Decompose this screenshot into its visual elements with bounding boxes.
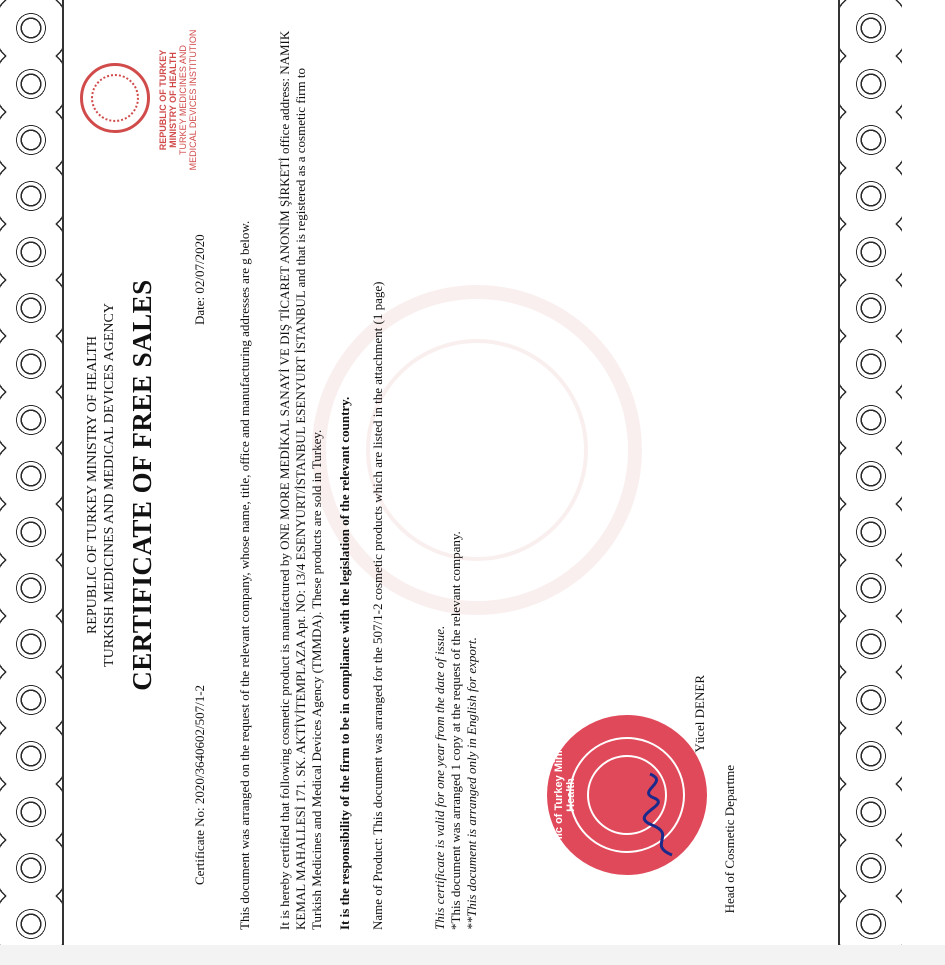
responsibility-paragraph: It is the responsibility of the firm to be in compliance with the legislation of the relevant country. xyxy=(337,396,352,930)
signatory-name: Yücel DENER xyxy=(692,675,707,753)
ministry-emblem-icon xyxy=(80,63,150,133)
certificate-number: Certificate No: 2020/3640602/507/1-2 xyxy=(192,684,207,885)
ornamental-border-left xyxy=(0,0,62,945)
signature-icon xyxy=(642,770,682,860)
language-note: **This document is arranged only in English for export. xyxy=(464,637,479,930)
border-rule-right xyxy=(838,0,840,945)
intro-paragraph: This document was arranged on the request of the relevant company, whose name, title, office and manufacturing addresses are g below. xyxy=(237,220,252,930)
border-rule-left xyxy=(62,0,64,945)
certificate-title: CERTIFICATE OF FREE SALES xyxy=(127,279,157,691)
certification-paragraph: It is hereby certified that following cosmetic product is manufactured by ONE MORE MEDİKAL SANAYİ VE DIŞ TİCARET ANONİM ŞİRKETİ office address: NAMIK KEMAL MAHALLESİ 171. SK. AKTİVİTEMPLAZA Apt. NO: 13/4 ESENYURT/İSTANBUL ESENYURT İSTANBUL and that is registered as a cosmetic firm to Turkish Medicines and Medical Devices Agency (TMMDA). These products are sold in Turkey. xyxy=(277,30,324,930)
ministry-logo xyxy=(80,25,200,175)
official-stamp-icon xyxy=(547,715,707,875)
ornamental-border-right xyxy=(840,0,902,945)
product-paragraph: Name of Product: This document was arranged for the 507/1-2 cosmetic products which are listed in the attachment (1 page) xyxy=(370,281,385,930)
rotated-certificate xyxy=(72,0,832,945)
validity-note: This certificate is valid for one year from the date of issue. xyxy=(432,625,447,930)
agency-heading: REPUBLIC OF TURKEY MINISTRY OF HEALTH TURKISH MEDICINES AND MEDICAL DEVICES AGENCY xyxy=(85,303,117,667)
signatory-title: Head of Cosmetic Departme xyxy=(722,765,737,914)
logo-text: REPUBLIC OF TURKEY MINISTRY OF HEALTH TURKEY MEDICINES AND MEDICAL DEVICES INSTITUTION xyxy=(158,29,198,171)
stamp-text: Republic of Turkey Ministry of Health xyxy=(553,716,577,874)
footnotes xyxy=(432,30,480,930)
certificate-date: Date: 02/07/2020 xyxy=(192,234,207,325)
copy-note: *This document was arranged 1 copy at the request of the relevant company. xyxy=(448,531,463,930)
